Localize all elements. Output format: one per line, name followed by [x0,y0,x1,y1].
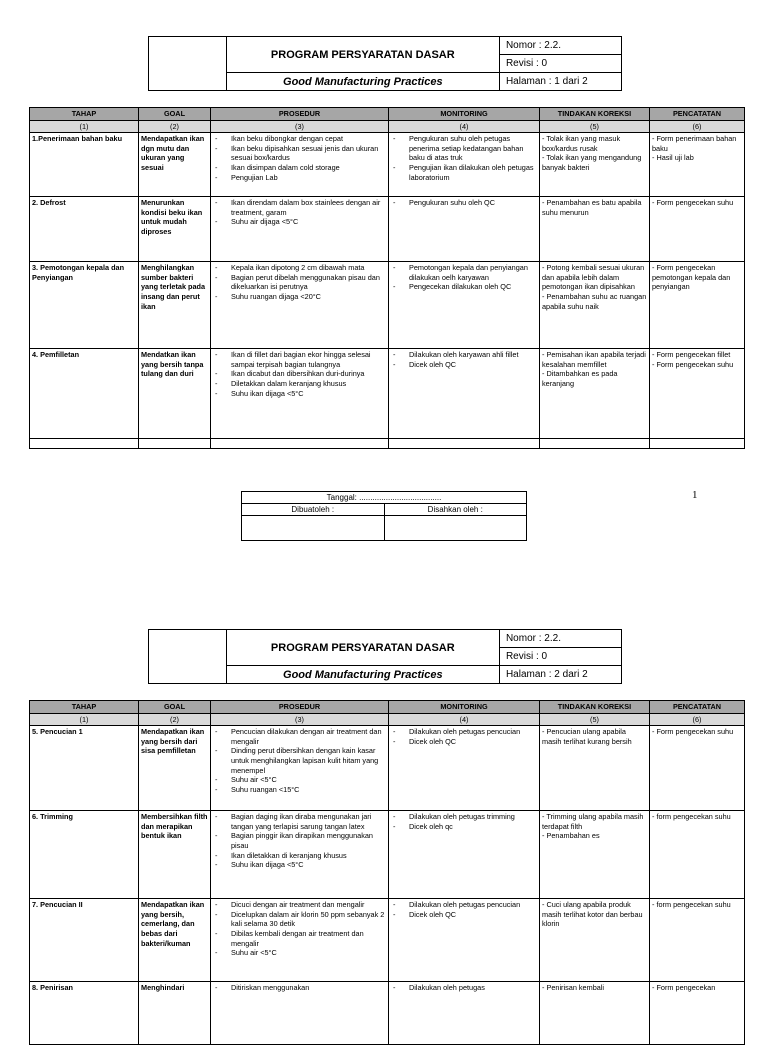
column-header: PROSEDUR [211,701,389,714]
prosedur-item: - Suhu ruangan dijaga <20°C [231,292,386,302]
prosedur-item: - Dinding perut dibersihkan dengan kain kasar untuk menghilangkan lapisan kulit hitam yang menempel [231,746,386,775]
column-header: TAHAP [30,108,139,121]
prosedur-cell [211,349,389,439]
prosedur-list [213,812,386,870]
goal-cell: Menurunkan kondisi beku ikan untuk mudah diproses [139,197,211,262]
goal-cell: Mendapatkan ikan yang bersih dari sisa pemfilletan [139,726,211,811]
koreksi-cell: - Pencucian ulang apabila masih terlihat kurang bersih [540,726,650,811]
goal-cell: Menghindari [139,982,211,1045]
prosedur-item: - Pencucian dilakukan dengan air treatment dan mengalir [231,727,386,746]
logo-placeholder [149,630,227,684]
goal-cell: Membersihkan filth dan merapikan bentuk ikan [139,811,211,899]
prosedur-cell [211,262,389,349]
prosedur-item: - Bagian daging ikan diraba mengunakan jari tangan yang terlapisi sarung tangan latex [231,812,386,831]
stage-cell: 2. Defrost [30,197,139,262]
column-number: (4) [389,713,540,726]
doc-nomor: Nomor : 2.2. [499,630,621,648]
prosedur-cell [211,133,389,197]
doc-subtitle: Good Manufacturing Practices [226,73,499,91]
column-number: (2) [139,120,211,133]
sign-space-left [242,516,385,541]
prosedur-item: - Dibilas kembali dengan air treatment dan mengalir [231,929,386,948]
prosedur-item: - Suhu ikan dijaga <5°C [231,389,386,399]
logo-placeholder [149,37,227,91]
doc-halaman: Halaman : 1 dari 2 [499,73,621,91]
prosedur-cell [211,899,389,982]
monitoring-list [391,983,537,993]
prosedur-item: - Ditiriskan menggunakan [231,983,386,993]
doc-revisi: Revisi : 0 [499,648,621,666]
prosedur-item: - Suhu air <5°C [231,775,386,785]
monitoring-item: - Pengukuran suhu oleh QC [409,198,537,208]
koreksi-cell: - Pemisahan ikan apabila terjadi kesalahan memfillet - Ditambahkan es pada keranjang [540,349,650,439]
column-number: (5) [540,713,650,726]
column-header: GOAL [139,108,211,121]
monitoring-item: - Dicek oleh QC [409,360,537,370]
prosedur-item: - Ikan di fillet dari bagian ekor hingga selesai sampai terpisah bagian tulangnya [231,350,386,369]
monitoring-item: - Pengukuran suhu oleh petugas penerima setiap kedatangan bahan baku di atas truk [409,134,537,163]
goal-cell: Mendatkan ikan yang bersih tanpa tulang dan duri [139,349,211,439]
monitoring-cell [389,982,540,1045]
sign-approved-by: Disahkan oleh : [384,504,527,516]
prosedur-item: - Ikan diletakkan di keranjang khusus [231,851,386,861]
pencatatan-cell: - form pengecekan suhu [650,899,745,982]
prosedur-item: - Suhu air <5°C [231,948,386,958]
table-row [30,899,745,982]
stage-cell: 6. Trimming [30,811,139,899]
prosedur-item: - Ikan disimpan dalam cold storage [231,163,386,173]
koreksi-cell: - Penambahan es batu apabila suhu menurun [540,197,650,262]
column-number: (1) [30,713,139,726]
column-header: PENCATATAN [650,701,745,714]
page1-header [148,36,622,91]
prosedur-item: - Suhu air dijaga <5°C [231,217,386,227]
table-row [30,726,745,811]
koreksi-cell: - Penirisan kembali [540,982,650,1045]
pencatatan-cell: - Form penerimaan bahan baku - Hasil uji lab [650,133,745,197]
pencatatan-cell: - Form pengecekan suhu [650,197,745,262]
prosedur-item: - Suhu ikan dijaga <5°C [231,860,386,870]
column-header: MONITORING [389,701,540,714]
pencatatan-cell: - Form pengecekan suhu [650,726,745,811]
stage-cell: 4. Pemfilletan [30,349,139,439]
column-number: (6) [650,713,745,726]
column-header: MONITORING [389,108,540,121]
prosedur-list [213,198,386,227]
monitoring-item: - Dicek oleh qc [409,822,537,832]
monitoring-list [391,727,537,746]
monitoring-item: - Dicek oleh QC [409,737,537,747]
prosedur-cell [211,811,389,899]
doc-title: PROGRAM PERSYARATAN DASAR [226,37,499,73]
column-header: PROSEDUR [211,108,389,121]
prosedur-item: - Ikan beku dibongkar dengan cepat [231,134,386,144]
prosedur-list [213,263,386,301]
monitoring-item: - Pemotongan kepala dan penyiangan dilakukan oelh karyawan [409,263,537,282]
prosedur-list [213,900,386,958]
monitoring-cell [389,811,540,899]
prosedur-item: - Ikan dicabut dan dibersihkan duri-durinya [231,369,386,379]
table-row [30,197,745,262]
column-number: (2) [139,713,211,726]
column-number: (5) [540,120,650,133]
table-row [30,349,745,439]
column-number: (1) [30,120,139,133]
monitoring-list [391,350,537,369]
table-row [30,262,745,349]
prosedur-item: - Dicelupkan dalam air klorin 50 ppm sebanyak 2 kali selama 30 detik [231,910,386,929]
prosedur-cell [211,726,389,811]
page1-table [29,107,745,449]
goal-cell: Menghilangkan sumber bakteri yang terletak pada insang dan perut ikan [139,262,211,349]
monitoring-item: - Dilakukan oleh petugas [409,983,537,993]
prosedur-item: - Kepala ikan dipotong 2 cm dibawah mata [231,263,386,273]
monitoring-cell [389,726,540,811]
prosedur-item: - Ikan direndam dalam box stainlees dengan air treatment, garam [231,198,386,217]
column-header: TINDAKAN KOREKSI [540,108,650,121]
koreksi-cell: - Trimming ulang apabila masih terdapat filth - Penambahan es [540,811,650,899]
prosedur-cell [211,982,389,1045]
goal-cell: Mendapatkan ikan dgn mutu dan ukuran yang sesuai [139,133,211,197]
monitoring-cell [389,349,540,439]
page2-header [148,629,622,684]
prosedur-item: - Pengujian Lab [231,173,386,183]
monitoring-list [391,263,537,292]
doc-nomor: Nomor : 2.2. [499,37,621,55]
prosedur-item: - Bagian perut dibelah menggunakan pisau dan dikeluarkan isi perutnya [231,273,386,292]
column-number: (3) [211,120,389,133]
monitoring-cell [389,899,540,982]
column-header: TINDAKAN KOREKSI [540,701,650,714]
doc-halaman: Halaman : 2 dari 2 [499,666,621,684]
prosedur-item: - Diletakkan dalam keranjang khusus [231,379,386,389]
prosedur-item: - Suhu ruangan <15°C [231,785,386,795]
koreksi-cell: - Tolak ikan yang masuk box/kardus rusak - Tolak ikan yang mengandung banyak bakteri [540,133,650,197]
doc-revisi: Revisi : 0 [499,55,621,73]
monitoring-item: - Pengujian ikan dilakukan oleh petugas laboratorium [409,163,537,182]
column-number: (3) [211,713,389,726]
pencatatan-cell: - Form pengecekan [650,982,745,1045]
monitoring-list [391,900,537,919]
sign-space-right [384,516,527,541]
prosedur-item: - Bagian pinggir ikan dirapikan menggunakan pisau [231,831,386,850]
monitoring-cell [389,133,540,197]
table-row [30,811,745,899]
signature-box [241,491,527,541]
column-header: GOAL [139,701,211,714]
prosedur-list [213,727,386,794]
monitoring-cell [389,262,540,349]
monitoring-cell [389,197,540,262]
prosedur-cell [211,197,389,262]
koreksi-cell: - Potong kembali sesuai ukuran dan apabila lebih dalam pemotongan ikan dipisahkan - Penambahan suhu ac ruangan apabila suhu naik [540,262,650,349]
column-number: (6) [650,120,745,133]
prosedur-list [213,350,386,398]
monitoring-item: - Dicek oleh QC [409,910,537,920]
column-number: (4) [389,120,540,133]
monitoring-item: - Pengecekan dilakukan oleh QC [409,282,537,292]
doc-title: PROGRAM PERSYARATAN DASAR [226,630,499,666]
stage-cell: 5. Pencucian 1 [30,726,139,811]
table-row [30,133,745,197]
pencatatan-cell: - form pengecekan suhu [650,811,745,899]
column-header: PENCATATAN [650,108,745,121]
monitoring-item: - Dilakukan oleh karyawan ahli fillet [409,350,537,360]
monitoring-item: - Dilakukan oleh petugas pencucian [409,900,537,910]
stage-cell: 7. Pencucian II [30,899,139,982]
doc-subtitle: Good Manufacturing Practices [226,666,499,684]
page-number: 1 [692,489,698,501]
monitoring-item: - Dilakukan oleh petugas trimming [409,812,537,822]
pencatatan-cell: - Form pengecekan fillet - Form pengecekan suhu [650,349,745,439]
monitoring-list [391,812,537,831]
prosedur-list [213,983,386,993]
stage-cell: 8. Penirisan [30,982,139,1045]
monitoring-item: - Dilakukan oleh petugas pencucian [409,727,537,737]
prosedur-item: - Dicuci dengan air treatment dan mengalir [231,900,386,910]
sign-date: Tanggal: ..................................... [242,492,527,504]
prosedur-list [213,134,386,182]
monitoring-list [391,198,537,208]
pencatatan-cell: - Form pengecekan pemotongan kepala dan penyiangan [650,262,745,349]
column-header: TAHAP [30,701,139,714]
stage-cell: 1.Penerimaan bahan baku [30,133,139,197]
table-row [30,982,745,1045]
prosedur-item: - Ikan beku dipisahkan sesuai jenis dan ukuran sesuai box/kardus [231,144,386,163]
sign-made-by: Dibuatoleh : [242,504,385,516]
page2-table [29,700,745,1045]
stage-cell: 3. Pemotongan kepala dan Penyiangan [30,262,139,349]
goal-cell: Mendapatkan ikan yang bersih, cemerlang, dan bebas dari bakteri/kuman [139,899,211,982]
monitoring-list [391,134,537,182]
koreksi-cell: - Cuci ulang apabila produk masih terlihat kotor dan berbau klorin [540,899,650,982]
